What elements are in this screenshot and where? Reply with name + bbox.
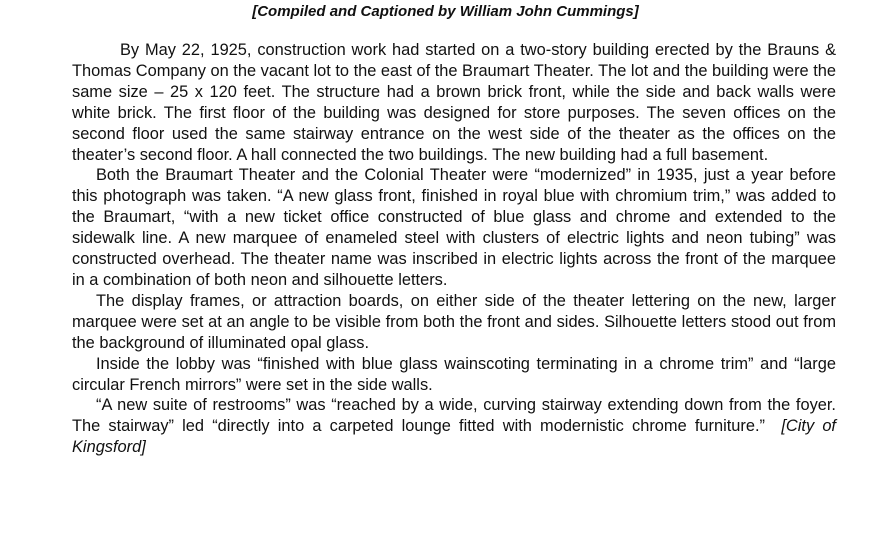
source-citation: [City of Kingsford] <box>72 417 836 457</box>
paragraph-3: The display frames, or attraction boards, on either side of the theater lettering on the new, larger marquee were set at an angle to be visible from both the front and sides. Silhouette letters stood out from the background of illuminated opal glass. <box>72 291 836 352</box>
paragraph-2: Both the Braumart Theater and the Colonial Theater were “modernized” in 1935, just a year before this photograph was taken. “A new glass front, finished in royal blue with chromium trim,” was added to the Braumart, “with a new ticket office constructed of blue glass and chrome and extended to the sidewalk line. A new marquee of enameled steel with clusters of electric lights and neon tubing” was constructed overhead. The theater name was inscribed in electric lights across the front of the marquee in a combination of both neon and silhouette letters. <box>72 166 836 289</box>
caption-credit: [Compiled and Captioned by William John Cummings] <box>252 3 639 20</box>
document-body <box>72 40 836 458</box>
paragraph-1: By May 22, 1925, construction work had started on a two-story building erected by the Brauns & Thomas Company on the vacant lot to the east of the Braumart Theater. The lot and the building were the same size – 25 x 120 feet. The structure had a brown brick front, while the side and back walls were white brick. The first floor of the building was designed for store purposes. The seven offices on the second floor used the same stairway entrance on the west side of the theater as the offices on the theater’s second floor. A hall connected the two buildings. The new building had a full basement. <box>72 41 836 164</box>
paragraph-5-text: “A new suite of restrooms” was “reached by a wide, curving stairway extending down from the foyer. The stairway” led “directly into a carpeted lounge fitted with modernistic chrome furniture.” <box>72 396 836 436</box>
paragraph-5 <box>72 395 836 458</box>
paragraph-4: Inside the lobby was “finished with blue glass wainscoting terminating in a chrome trim” and “large circular French mirrors” were set in the side walls. <box>72 354 836 394</box>
